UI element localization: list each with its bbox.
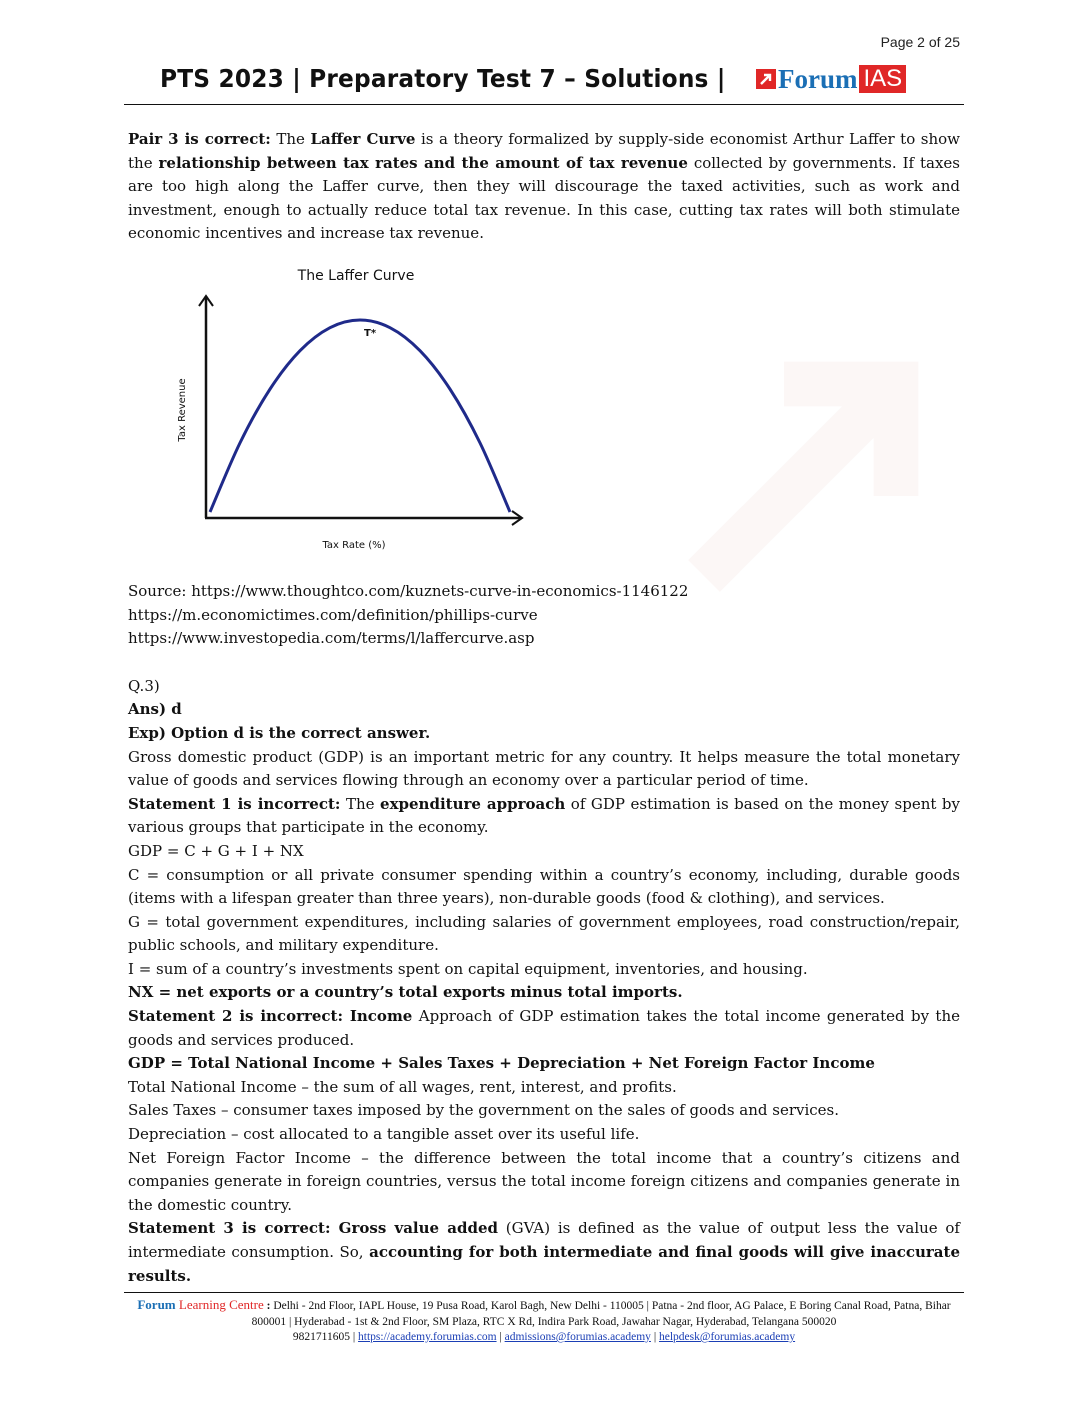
text-span: Approach of GDP estimation takes the total income generated by the goods and services produced. — [128, 1007, 960, 1049]
explanation-text: Exp) Option d is the correct answer. — [128, 723, 431, 742]
answer-line — [128, 698, 960, 722]
g-definition: G = total government expenditures, including salaries of government employees, road construction/repair, public schools, and military expenditure. — [128, 912, 960, 955]
footer-address-text: Delhi - 2nd Floor, IAPL House, 19 Pusa Road, Karol Bagh, New Delhi - 110005 | Patna - 2nd floor, AG Palace, E Boring Canal Road, Patna, Bihar 800001 | Hyderabad - 1st & 2nd Floor, SM Plaza, RTC X Rd, Indira Park Road, Jawahar Nagar, Hyderabad, Telangana 500020 — [251, 1300, 951, 1328]
laffer-curve-line — [210, 320, 510, 512]
page-number: Page 2 of 25 — [880, 34, 960, 50]
y-axis-label: Tax Revenue — [177, 378, 188, 442]
pair3-label: Pair 3 is correct: — [128, 130, 271, 148]
pair3-paragraph — [128, 128, 960, 246]
sales-tax-definition: Sales Taxes – consumer taxes imposed by the government on the sales of goods and services. — [128, 1101, 840, 1120]
formula2-text: GDP = Total National Income + Sales Taxes + Depreciation + Net Foreign Factor Income — [128, 1054, 875, 1073]
statement2-paragraph — [128, 1005, 960, 1052]
text-span: The — [340, 794, 381, 813]
statement3-paragraph — [128, 1217, 960, 1288]
x-axis-label: Tax Rate (%) — [322, 539, 386, 551]
statement3-label: Statement 3 is correct: Gross value added — [128, 1219, 499, 1238]
income-term: Income — [343, 1007, 413, 1026]
text-span: (GVA) is defined as the value of output less the value of intermediate consumption. So, — [128, 1219, 960, 1261]
footer-brand-learning: Learning Centre — [175, 1297, 264, 1312]
relationship-term: relationship between tax rates and the amount of tax revenue — [158, 153, 688, 172]
helpdesk-email-link[interactable]: helpdesk@forumias.academy — [659, 1331, 796, 1343]
page-footer — [124, 1292, 964, 1346]
footer-contact — [124, 1330, 964, 1346]
admissions-email-link[interactable]: admissions@forumias.academy — [504, 1331, 651, 1343]
question-number: Q.3) — [128, 676, 160, 695]
gdp-intro: Gross domestic product (GDP) is an important metric for any country. It helps measure the total monetary value of goods and services flowing through an economy over a particular period of time. — [128, 747, 960, 790]
nx-text: NX = net exports or a country’s total exports minus total imports. — [128, 983, 683, 1002]
text-span: The — [270, 130, 311, 148]
statement1-label: Statement 1 is incorrect: — [128, 794, 341, 813]
source-line: Source: https://www.thoughtco.com/kuznets-curve-in-economics-1146122 — [128, 581, 689, 600]
nx-definition — [128, 981, 960, 1005]
depreciation-definition: Depreciation – cost allocated to a tangible asset over its useful life. — [128, 1125, 640, 1144]
laffer-term: Laffer Curve — [310, 130, 416, 148]
peak-annotation: T* — [364, 327, 377, 339]
explanation-heading — [128, 722, 960, 746]
tni-definition: Total National Income – the sum of all wages, rent, interest, and profits. — [128, 1077, 677, 1096]
header-title: PTS 2023 | Preparatory Test 7 – Solutions | — [160, 64, 726, 93]
expenditure-term: expenditure approach — [380, 794, 566, 813]
separator: | — [496, 1331, 505, 1343]
source-line: https://m.economictimes.com/definition/phillips-curve — [128, 605, 538, 624]
footer-colon: : — [263, 1300, 274, 1312]
text-span: of GDP estimation is based on the money spent by various groups that participate in the economy. — [128, 794, 960, 837]
footer-address — [124, 1297, 964, 1330]
gdp-formula-income — [128, 1052, 960, 1076]
text-span: collected by governments. If taxes are too high along the Laffer curve, then they will discourage the taxed activities, such as work and investment, enough to actually reduce total tax revenue. In this case, cutting tax rates will both stimulate economic incentives and increase tax revenue. — [128, 153, 961, 243]
conclusion-text: accounting for both intermediate and final goods will give inaccurate results. — [128, 1243, 960, 1285]
chart-svg — [168, 260, 538, 560]
answer-text: Ans) d — [128, 700, 182, 719]
c-definition: C = consumption or all private consumer spending within a country’s economy, including, durable goods (items with a lifespan greater than three years), non-durable goods (food & clothing), and services. — [128, 865, 960, 908]
page-content — [128, 128, 960, 1288]
text-span: is a theory formalized by supply-side economist Arthur Laffer to show the — [128, 130, 961, 172]
laffer-curve-chart — [128, 260, 960, 580]
forumias-logo — [756, 64, 906, 94]
logo-ias-text: IAS — [859, 65, 906, 93]
nffi-definition: Net Foreign Factor Income – the difference between the total income that a country’s citizens and companies generate in foreign countries, versus the total income foreign citizens and companies generate in the domestic country. — [128, 1148, 960, 1214]
chart-title: The Laffer Curve — [297, 267, 415, 284]
website-link[interactable]: https://academy.forumias.com — [358, 1331, 497, 1343]
logo-forum-text: Forum — [778, 64, 858, 94]
statement2-label: Statement 2 is incorrect: — [128, 1007, 344, 1026]
gdp-formula-expenditure: GDP = C + G + I + NX — [128, 841, 304, 860]
statement1-paragraph — [128, 793, 960, 840]
source-line: https://www.investopedia.com/terms/l/laffercurve.asp — [128, 629, 535, 648]
arrow-icon — [756, 69, 776, 89]
page-header — [124, 62, 964, 105]
footer-phone: 9821711605 | — [292, 1331, 359, 1343]
footer-brand-forum: Forum — [137, 1297, 176, 1312]
separator: | — [650, 1331, 659, 1343]
i-definition: I = sum of a country’s investments spent on capital equipment, inventories, and housing. — [128, 959, 808, 978]
